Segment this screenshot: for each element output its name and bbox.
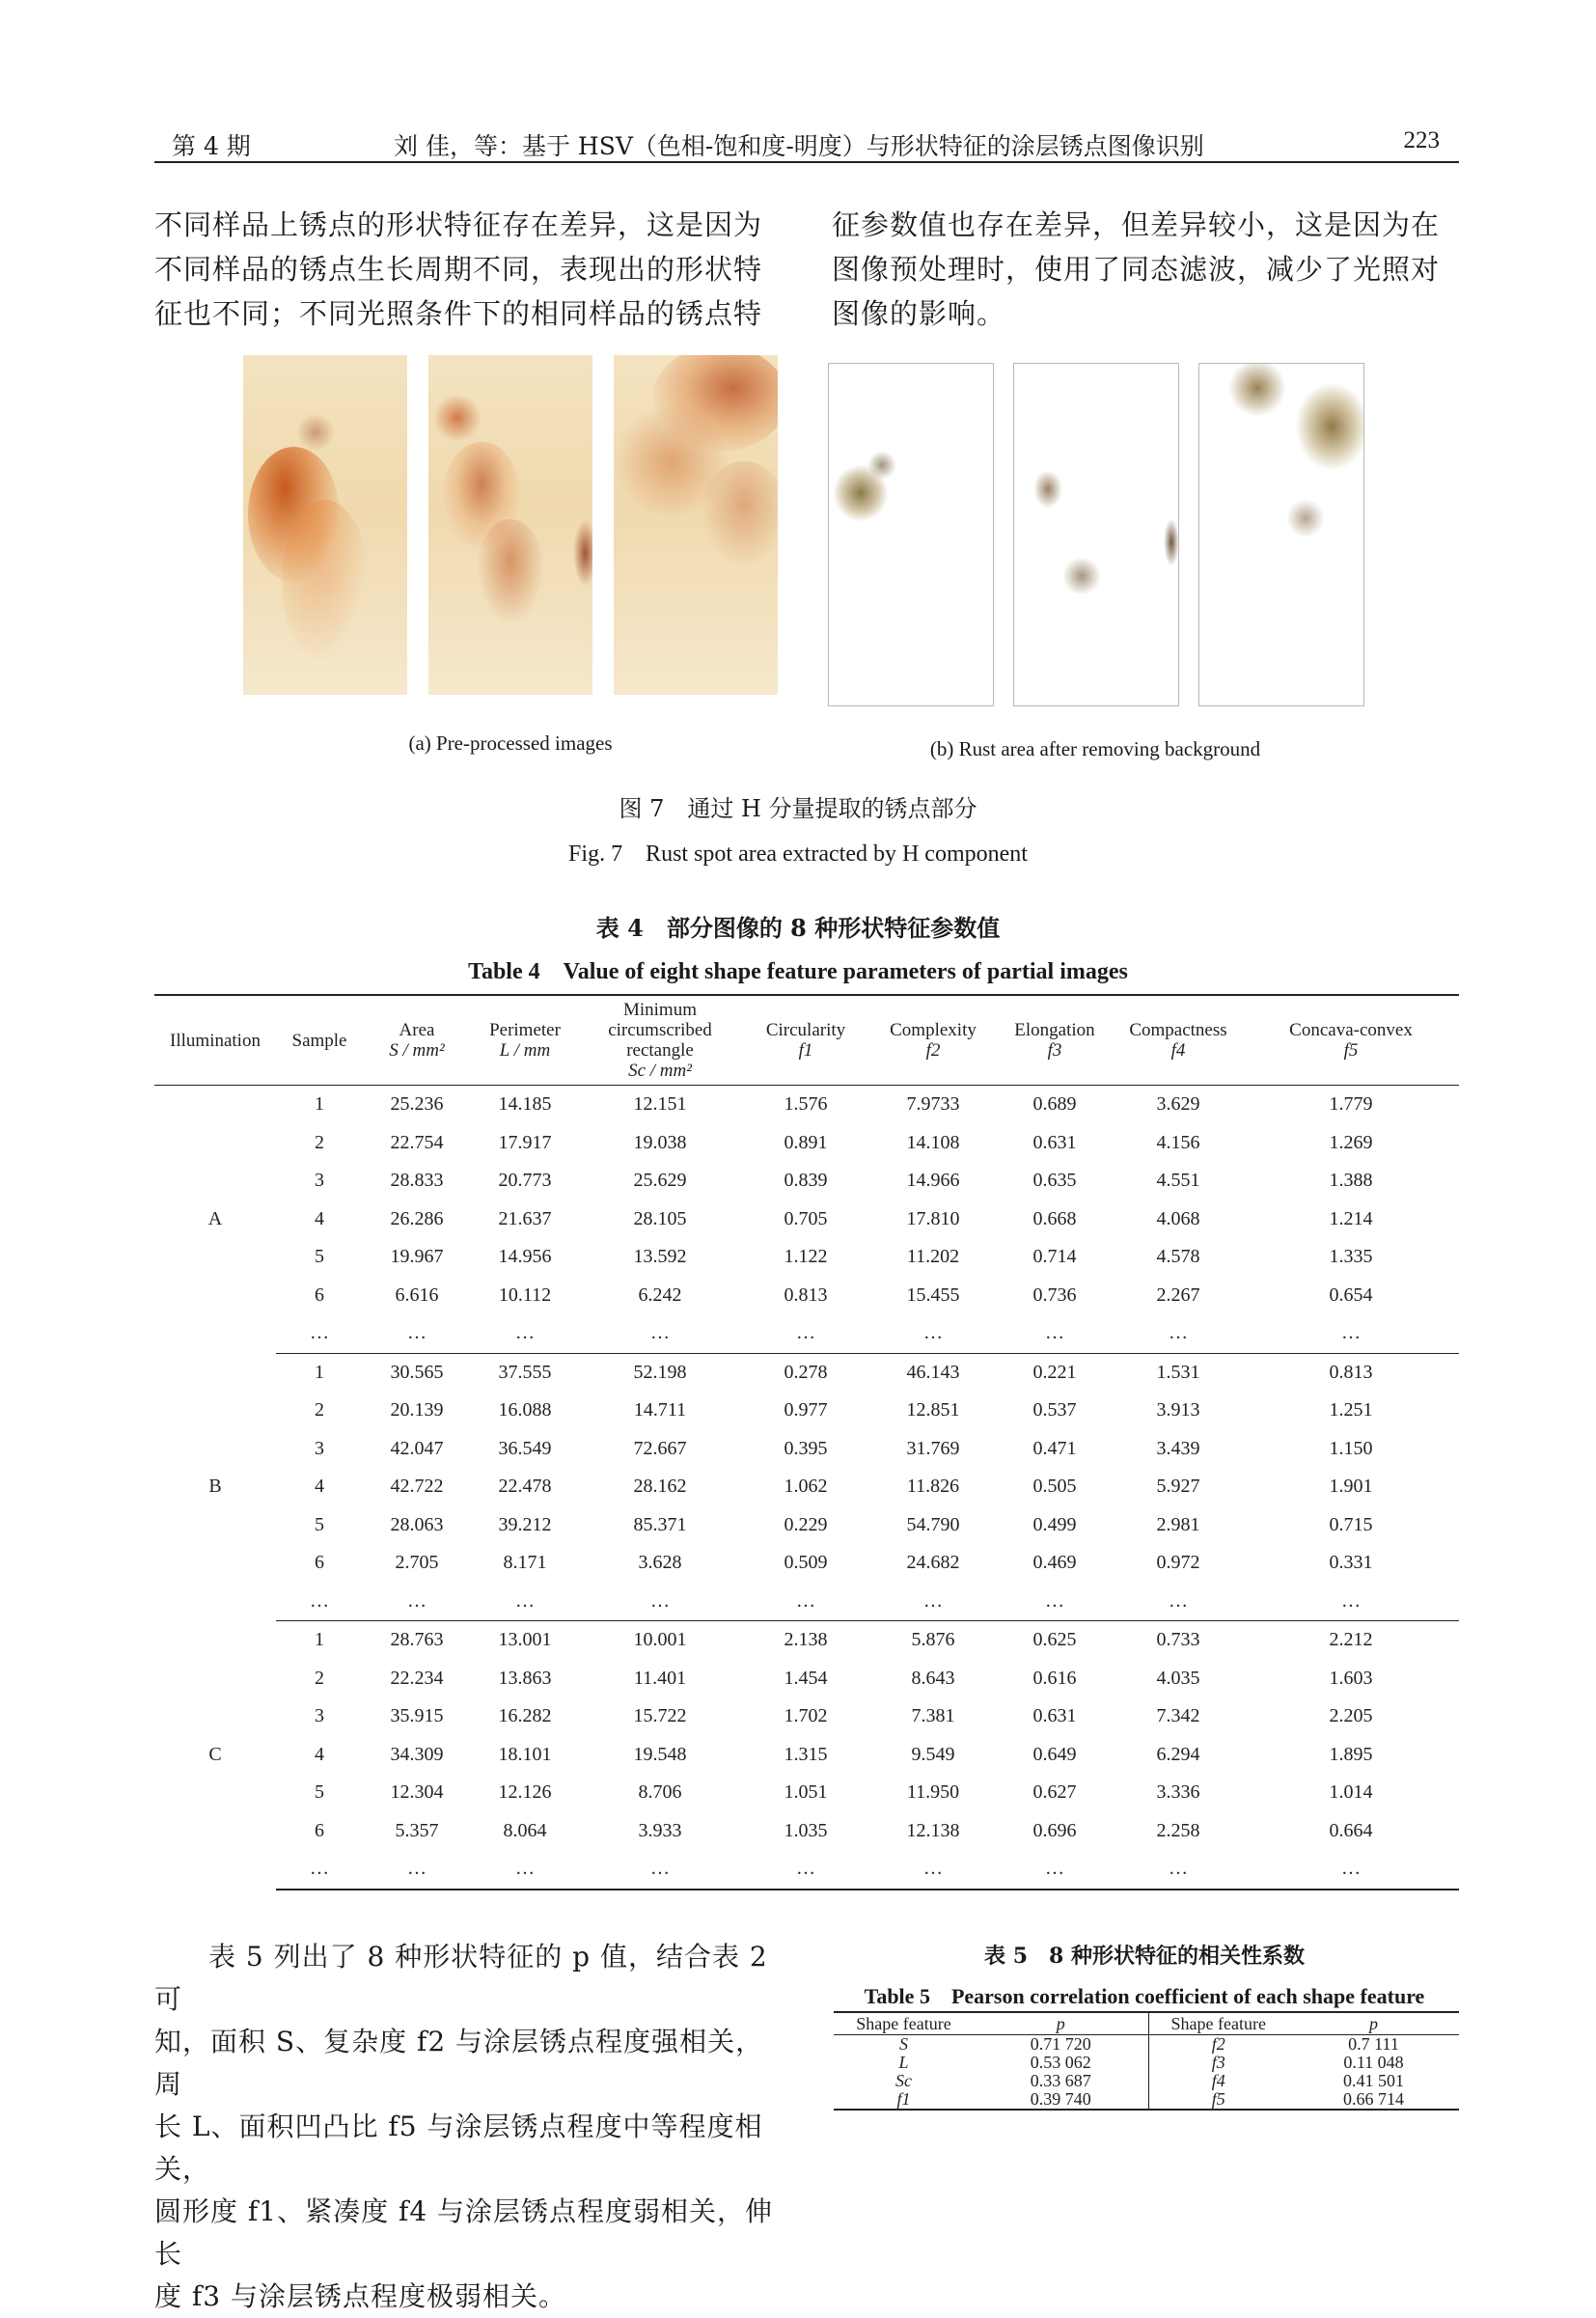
table-cell: 1.035	[784, 1819, 828, 1841]
table-cell: …	[363, 1583, 471, 1621]
table-cell: 1.051	[784, 1781, 828, 1804]
col-illumination: Illumination	[154, 995, 276, 1086]
table-cell: 1.315	[784, 1743, 828, 1765]
table-cell: 3	[315, 1170, 324, 1192]
table-cell: 0.221	[1032, 1361, 1077, 1383]
table-cell: 1.269	[1329, 1131, 1373, 1153]
table-cell: 1.779	[1329, 1093, 1373, 1116]
table-cell: 1.454	[784, 1667, 828, 1689]
table-cell: 35.915	[390, 1705, 444, 1727]
table-cell: 1	[315, 1629, 324, 1651]
table-cell: 5.876	[911, 1629, 955, 1651]
table-cell: …	[870, 1583, 996, 1621]
table-cell: 5	[315, 1246, 324, 1268]
text-line: 不同样品的锈点生长周期不同，表现出的形状特	[154, 253, 763, 286]
table-row	[154, 1468, 1459, 1506]
table-cell: 11.401	[633, 1667, 687, 1689]
table-cell: 0.668	[1032, 1207, 1077, 1229]
table-cell: 0.813	[1329, 1361, 1373, 1383]
table-cell: 3.933	[638, 1819, 682, 1841]
table-cell: 2.705	[395, 1552, 439, 1574]
table-cell: 3.913	[1156, 1399, 1200, 1421]
col-concave-convex: Concava-convex f5	[1243, 995, 1459, 1086]
table-cell: 0.627	[1032, 1781, 1077, 1804]
table-row	[154, 1583, 1459, 1621]
table-cell: …	[870, 1314, 996, 1353]
table-cell: 6	[315, 1819, 324, 1841]
table-cell: 2.138	[784, 1629, 828, 1651]
table-cell: …	[471, 1583, 579, 1621]
table-5-caption-en: Table 5 Pearson correlation coefficient of each shape feature	[864, 1984, 1425, 2008]
table-cell: 3	[315, 1705, 324, 1727]
preprocessed-image-1	[243, 355, 407, 695]
text-line: 表 5 列出了 8 种形状特征的 p 值，结合表 2 可	[154, 1941, 768, 2015]
table-cell: …	[996, 1314, 1114, 1353]
col-min-rect: Minimum circumscribed rectangle Sc / mm²	[579, 995, 741, 1086]
table-row	[834, 2035, 1459, 2055]
table-cell: 0.53 062	[974, 2054, 1148, 2072]
table-cell: 2	[315, 1667, 324, 1689]
table-cell: 0.71 720	[974, 2035, 1148, 2055]
table-cell: 36.549	[498, 1437, 552, 1459]
text-line: 图像的影响。	[832, 297, 1006, 330]
col-area: Area S / mm²	[363, 995, 471, 1086]
col-p: p	[974, 2012, 1148, 2035]
table-row	[834, 2054, 1459, 2072]
table-cell: 17.810	[906, 1207, 960, 1229]
table-cell: 5	[315, 1513, 324, 1535]
table-cell: 0.689	[1032, 1093, 1077, 1116]
table-cell: 85.371	[633, 1513, 687, 1535]
table-row	[154, 1736, 1459, 1775]
table-cell: 0.813	[784, 1283, 828, 1306]
col-complexity: Complexity f2	[870, 995, 996, 1086]
table-cell: …	[741, 1314, 870, 1353]
table-cell: …	[870, 1850, 996, 1890]
table-cell: 15.722	[633, 1705, 687, 1727]
table-cell: 0.631	[1032, 1131, 1077, 1153]
table-cell: …	[276, 1583, 363, 1621]
table-cell: 0.736	[1032, 1283, 1077, 1306]
table-row	[154, 1812, 1459, 1851]
table-cell: 0.331	[1329, 1552, 1373, 1574]
table-cell: 0.696	[1032, 1819, 1077, 1841]
table-cell: …	[363, 1314, 471, 1353]
table-cell: 12.304	[390, 1781, 444, 1804]
table-cell: 37.555	[498, 1361, 552, 1383]
figure-caption-cn: 图 7 通过 H 分量提取的锈点部分	[619, 795, 977, 822]
table-cell: 3.629	[1156, 1093, 1200, 1116]
table-cell: 12.138	[906, 1819, 960, 1841]
table-cell: 1.214	[1329, 1207, 1373, 1229]
preprocessed-image-2	[428, 355, 592, 695]
text-line: 征参数值也存在差异，但差异较小，这是因为在	[832, 208, 1441, 241]
rust-area-image-1	[828, 363, 994, 706]
table-cell: 0.733	[1156, 1629, 1200, 1651]
text-line: 长 L、面积凹凸比 f5 与涂层锈点程度中等程度相关，	[154, 2111, 763, 2185]
table-cell: f3	[1211, 2053, 1225, 2072]
table-cell: Sc	[895, 2071, 912, 2090]
table-cell: 0.499	[1032, 1513, 1077, 1535]
running-header	[172, 127, 1455, 166]
paragraph-left	[154, 203, 774, 336]
table-cell: 2	[315, 1131, 324, 1153]
table-row	[154, 1277, 1459, 1315]
table-cell: 21.637	[498, 1207, 552, 1229]
table-cell: …	[276, 1850, 363, 1890]
table-cell: 25.236	[390, 1093, 444, 1116]
table-cell: 4.068	[1156, 1207, 1200, 1229]
col-elongation: Elongation f3	[996, 995, 1114, 1086]
table-cell: …	[471, 1850, 579, 1890]
table-5-header-row	[834, 2012, 1459, 2035]
table-cell: 16.282	[498, 1705, 552, 1727]
table-row	[154, 1544, 1459, 1583]
table-cell: 0.972	[1156, 1552, 1200, 1574]
table-cell: 22.234	[390, 1667, 444, 1689]
table-cell: 22.754	[390, 1131, 444, 1153]
col-p-2: p	[1288, 2012, 1459, 2035]
table-row	[154, 1621, 1459, 1660]
table-cell: 6	[315, 1283, 324, 1306]
table-cell: 0.654	[1329, 1283, 1373, 1306]
table-row	[154, 1200, 1459, 1239]
figure-caption-en: Fig. 7 Rust spot area extracted by H component	[568, 842, 1028, 867]
table-cell: 7.9733	[906, 1093, 960, 1116]
table-cell: …	[1243, 1583, 1459, 1621]
table-cell: 1.603	[1329, 1667, 1373, 1689]
table-cell: 13.592	[633, 1246, 687, 1268]
table-cell: …	[741, 1850, 870, 1890]
table-cell: 13.863	[498, 1667, 552, 1689]
table-cell: f1	[834, 2090, 974, 2110]
table-cell: …	[579, 1314, 741, 1353]
table-cell: 1.901	[1329, 1476, 1373, 1498]
table-cell: …	[741, 1583, 870, 1621]
issue-label: 第 4 期	[172, 132, 251, 160]
table-cell: …	[1114, 1314, 1243, 1353]
table-cell: 19.038	[633, 1131, 687, 1153]
table-cell: 14.956	[498, 1246, 552, 1268]
table-cell: 1.122	[784, 1246, 828, 1268]
table-cell: 14.108	[906, 1131, 960, 1153]
table-cell: 0.625	[1032, 1629, 1077, 1651]
rust-area-image-3	[1198, 363, 1364, 706]
table-cell: 4.156	[1156, 1131, 1200, 1153]
table-cell: 4.551	[1156, 1170, 1200, 1192]
table-cell: 14.966	[906, 1170, 960, 1192]
table-cell: 0.11 048	[1343, 2053, 1404, 2072]
table-cell: …	[1114, 1583, 1243, 1621]
table-cell: 31.769	[906, 1437, 960, 1459]
table-cell: 28.833	[390, 1170, 444, 1192]
table-cell: 11.202	[906, 1246, 960, 1268]
table-cell: 5.357	[395, 1819, 439, 1841]
table-5-caption-cn: 表 5 8 种形状特征的相关性系数	[984, 1944, 1305, 1969]
table-cell: 9.549	[911, 1743, 955, 1765]
table-cell: 11.826	[906, 1476, 960, 1498]
table-cell: 12.851	[906, 1399, 960, 1421]
col-compactness: Compactness f4	[1114, 995, 1243, 1086]
table-cell: 3.336	[1156, 1781, 1200, 1804]
table-cell: 4.035	[1156, 1667, 1200, 1689]
table-cell: 18.101	[498, 1743, 552, 1765]
table-cell: 0.664	[1329, 1819, 1373, 1841]
table-cell: L	[898, 2053, 909, 2072]
table-4-body	[154, 1086, 1459, 1890]
rust-area-image-2	[1013, 363, 1179, 706]
table-cell: 6.616	[395, 1283, 439, 1306]
table-row	[154, 1697, 1459, 1736]
figure-7b-caption: (b) Rust area after removing background	[929, 737, 1261, 760]
table-cell: 52.198	[633, 1361, 687, 1383]
table-cell: 28.763	[390, 1629, 444, 1651]
table-cell: 0.977	[784, 1399, 828, 1421]
table-cell: 6.242	[638, 1283, 682, 1306]
text-line: 不同样品上锈点的形状特征存在差异，这是因为	[154, 208, 763, 241]
header-rule	[154, 161, 1459, 163]
table-cell: 24.682	[906, 1552, 960, 1574]
table-cell: 42.047	[390, 1437, 444, 1459]
table-cell: 7.342	[1156, 1705, 1200, 1727]
table-cell: 0.715	[1329, 1513, 1373, 1535]
table-cell: 0.537	[1032, 1399, 1077, 1421]
table-5-body	[834, 2035, 1459, 2111]
table-cell: 3.439	[1156, 1437, 1200, 1459]
text-line: 知，面积 S、复杂度 f2 与涂层锈点程度强相关，周	[154, 2026, 764, 2100]
table-cell: 0.395	[784, 1437, 828, 1459]
table-cell: 15.455	[906, 1283, 960, 1306]
table-row	[154, 1124, 1459, 1163]
table-cell: 14.711	[633, 1399, 687, 1421]
table-header-row	[154, 995, 1459, 1086]
table-cell: 34.309	[390, 1743, 444, 1765]
table-cell: 0.631	[1032, 1705, 1077, 1727]
table-cell: 4	[315, 1476, 324, 1498]
table-cell: …	[1243, 1314, 1459, 1353]
table-cell: 17.917	[498, 1131, 552, 1153]
table-cell: …	[363, 1850, 471, 1890]
table-row	[834, 2072, 1459, 2090]
table-cell: 0.505	[1032, 1476, 1077, 1498]
table-cell: 1.014	[1329, 1781, 1373, 1804]
table-cell: S	[899, 2034, 908, 2054]
col-sample: Sample	[276, 995, 363, 1086]
table-cell: …	[1114, 1850, 1243, 1890]
illumination-cell: A	[207, 1208, 223, 1229]
table-cell: 1.150	[1329, 1437, 1373, 1459]
table-cell: f4	[1211, 2071, 1225, 2090]
table-cell: 19.548	[633, 1743, 687, 1765]
table-cell: 8.171	[503, 1552, 547, 1574]
table-cell: 0.471	[1032, 1437, 1077, 1459]
table-cell: 1	[315, 1361, 324, 1383]
table-cell: …	[579, 1850, 741, 1890]
table-cell: …	[276, 1314, 363, 1353]
table-cell: 0.39 740	[974, 2090, 1148, 2110]
table-cell: 0.649	[1032, 1743, 1077, 1765]
table-row	[154, 1774, 1459, 1812]
table-cell: 2.981	[1156, 1513, 1200, 1535]
table-cell: 2.205	[1329, 1705, 1373, 1727]
table-cell: 10.001	[633, 1629, 687, 1651]
table-cell: 1.576	[784, 1093, 828, 1116]
table-row	[154, 1392, 1459, 1430]
table-cell: 2.258	[1156, 1819, 1200, 1841]
table-cell: …	[996, 1850, 1114, 1890]
illumination-cell: C	[208, 1744, 222, 1765]
table-cell: 0.839	[784, 1170, 828, 1192]
table-cell: 28.063	[390, 1513, 444, 1535]
table-cell: 1.702	[784, 1705, 828, 1727]
table-cell: 0.278	[784, 1361, 828, 1383]
table-row	[154, 1850, 1459, 1890]
table-cell: 0.635	[1032, 1170, 1077, 1192]
table-row	[834, 2090, 1459, 2110]
table-cell: 0.705	[784, 1207, 828, 1229]
table-cell: 30.565	[390, 1361, 444, 1383]
table-cell: 3.628	[638, 1552, 682, 1574]
table-cell: 39.212	[498, 1513, 552, 1535]
table-cell: 0.891	[784, 1131, 828, 1153]
illumination-cell: B	[208, 1476, 222, 1498]
table-cell: 46.143	[906, 1361, 960, 1383]
table-cell: 19.967	[390, 1246, 444, 1268]
table-cell: 8.064	[503, 1819, 547, 1841]
table-cell: 5.927	[1156, 1476, 1200, 1498]
table-cell: 11.950	[906, 1781, 960, 1804]
table-row	[154, 1506, 1459, 1545]
table-4-caption-en: Table 4 Value of eight shape feature parameters of partial images	[468, 959, 1128, 984]
col-shape-feature-2: Shape feature	[1148, 2012, 1288, 2035]
table-cell: 54.790	[906, 1513, 960, 1535]
col-circularity: Circularity f1	[741, 995, 870, 1086]
table-cell: 0.33 687	[974, 2072, 1148, 2090]
text-line: 圆形度 f1、紧凑度 f4 与涂层锈点程度弱相关，伸长	[154, 2195, 774, 2270]
table-cell: 28.162	[633, 1476, 687, 1498]
table-cell: 4.578	[1156, 1246, 1200, 1268]
table-cell: …	[1243, 1850, 1459, 1890]
table-row	[154, 1430, 1459, 1469]
table-cell: 4	[315, 1743, 324, 1765]
table-cell: 1.062	[784, 1476, 828, 1498]
table-cell: 2	[315, 1399, 324, 1421]
paragraph-bottom	[154, 1936, 780, 2318]
table-row	[154, 1238, 1459, 1277]
table-cell: 42.722	[390, 1476, 444, 1498]
page-number: 223	[1403, 127, 1440, 153]
table-cell: 72.667	[633, 1437, 687, 1459]
table-cell: 0.7 111	[1348, 2034, 1399, 2054]
col-perimeter: Perimeter L / mm	[471, 995, 579, 1086]
table-row	[154, 1353, 1459, 1392]
table-cell: 22.478	[498, 1476, 552, 1498]
table-cell: 2.212	[1329, 1629, 1373, 1651]
table-4-caption-cn: 表 4 部分图像的 8 种形状特征参数值	[595, 914, 1001, 942]
figure-7a-caption: (a) Pre-processed images	[408, 731, 613, 755]
table-cell: 20.139	[390, 1399, 444, 1421]
table-cell: 8.643	[911, 1667, 955, 1689]
table-cell: 0.41 501	[1343, 2071, 1404, 2090]
text-line: 征也不同；不同光照条件下的相同样品的锈点特	[154, 297, 763, 330]
table-cell: …	[996, 1583, 1114, 1621]
preprocessed-image-3	[614, 355, 778, 695]
table-cell: 0.616	[1032, 1667, 1077, 1689]
table-cell: 28.105	[633, 1207, 687, 1229]
table-cell: 1	[315, 1093, 324, 1116]
table-cell: 1.531	[1156, 1361, 1200, 1383]
table-cell: 26.286	[390, 1207, 444, 1229]
table-row	[154, 1660, 1459, 1698]
table-4	[154, 994, 1459, 1890]
table-cell: 4	[315, 1207, 324, 1229]
table-cell: 6.294	[1156, 1743, 1200, 1765]
text-line: 度 f3 与涂层锈点程度极弱相关。	[154, 2280, 566, 2312]
table-cell: 6	[315, 1552, 324, 1574]
paragraph-right	[832, 203, 1459, 336]
table-row	[154, 1086, 1459, 1124]
table-cell: 13.001	[498, 1629, 552, 1651]
table-cell: 12.151	[633, 1093, 687, 1116]
table-cell: 3	[315, 1437, 324, 1459]
table-cell: …	[471, 1314, 579, 1353]
table-cell: f5	[1148, 2090, 1288, 2110]
table-cell: 1.251	[1329, 1399, 1373, 1421]
table-cell: 1.335	[1329, 1246, 1373, 1268]
table-cell: 0.229	[784, 1513, 828, 1535]
table-cell: 20.773	[498, 1170, 552, 1192]
col-shape-feature: Shape feature	[834, 2012, 974, 2035]
table-cell: 10.112	[498, 1283, 552, 1306]
table-cell: 0.714	[1032, 1246, 1077, 1268]
table-cell: 14.185	[498, 1093, 552, 1116]
table-cell: 1.895	[1329, 1743, 1373, 1765]
table-cell: 0.509	[784, 1552, 828, 1574]
table-cell: 5	[315, 1781, 324, 1804]
table-cell: 2.267	[1156, 1283, 1200, 1306]
running-title: 刘 佳，等：基于 HSV（色相-饱和度-明度）与形状特征的涂层锈点图像识别	[394, 132, 1204, 160]
table-cell: 0.469	[1032, 1552, 1077, 1574]
table-cell: 16.088	[498, 1399, 552, 1421]
text-line: 图像预处理时，使用了同态滤波，减少了光照对	[832, 253, 1441, 286]
table-cell: …	[579, 1583, 741, 1621]
table-cell: 7.381	[911, 1705, 955, 1727]
table-cell: 8.706	[638, 1781, 682, 1804]
table-cell: f2	[1211, 2034, 1225, 2054]
table-row	[154, 1314, 1459, 1353]
table-row	[154, 1162, 1459, 1200]
table-cell: 1.388	[1329, 1170, 1373, 1192]
table-cell: 25.629	[633, 1170, 687, 1192]
table-cell: 0.66 714	[1288, 2090, 1459, 2110]
table-cell: 12.126	[498, 1781, 552, 1804]
table-5	[834, 2011, 1459, 2111]
